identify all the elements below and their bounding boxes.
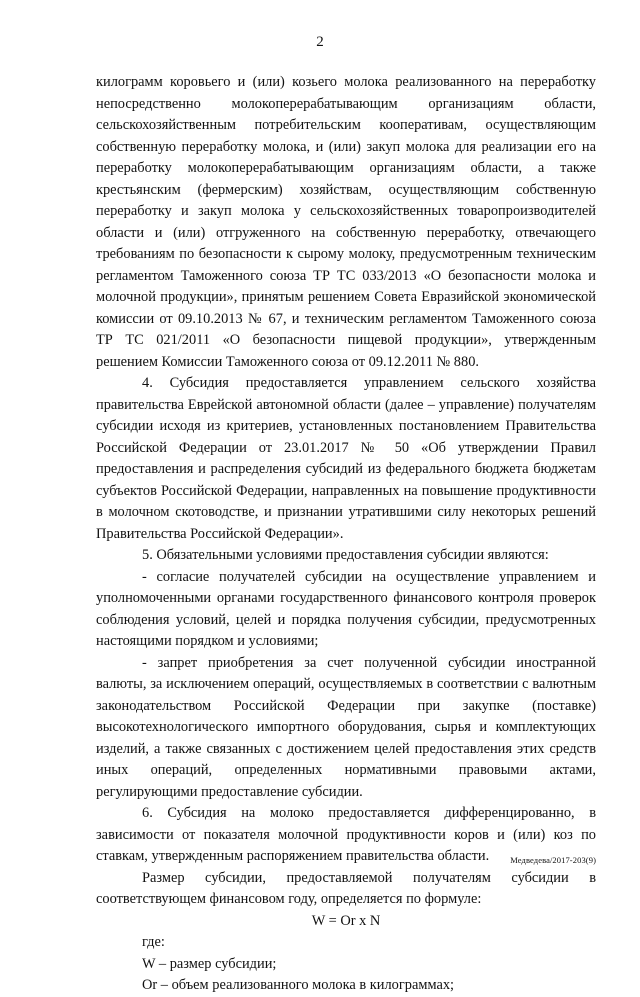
paragraph-item-5: 5. Обязательными условиями предоставления субсидии являются: <box>142 547 549 563</box>
paragraph-item-6: 6. Субсидия на молоко предоставляется дифференцированно, в зависимости от показателя молочной продуктивности коров и (или) коз по ставкам, утвержденным распоряжением правительства области. <box>96 805 596 864</box>
paragraph-condition-2: - запрет приобретения за счет полученной субсидии иностранной валюты, за исключением операций, осуществляемых в соответствии с валютным законодательством Российской Федерации при закупке (поставке) высокотехнологического импортного оборудования, сырья и комплектующих изделий, а также связанных с достижением целей предоставления этих средств иных операций, определенных нормативными правовыми актами, регулирующими предоставление субсидии. <box>96 654 596 800</box>
definition-w: W – размер субсидии; <box>142 955 277 972</box>
paragraph-condition-1: - согласие получателей субсидии на осуществление управлением и уполномоченными органами государственного финансового контроля проверок соблюдения условий, целей и порядка получения субсидии, предусмотренных настоящими порядком и условиями; <box>96 568 596 649</box>
page-number: 2 <box>316 34 324 50</box>
document-code: Медведева/2017-203(9) <box>510 855 596 865</box>
paragraph-item-4: 4. Субсидия предоставляется управлением сельского хозяйства правительства Еврейской автономной области (далее – управление) получателям субсидии исходя из критериев, установленных постановлением Правительства Российской Федерации от 23.01.2017 № 50 «Об утверждении Правил предоставления и распределения субсидий из федерального бюджета бюджетам субъектов Российской Федерации, направленных на повышение продуктивности в молочном скотоводстве, и признании утратившими силу некоторых решений Правительства Российской Федерации». <box>96 375 596 542</box>
definition-or: Or – объем реализованного молока в килограммах; <box>142 977 455 993</box>
where-label: где: <box>142 934 165 950</box>
formula: W = Or x N <box>311 912 381 929</box>
paragraph-continuation: килограмм коровьего и (или) козьего молока реализованного на переработку непосредственно молокоперерабатывающим организациям области, сельскохозяйственным потребительским кооперативам, осуществляющим собственную переработку молока, и (или) закуп молока для реализации его на переработку молокоперерабатывающим организациям области, а также крестьянским (фермерским) хозяйствам, осуществляющим собственную переработку и закуп молока у сельскохозяйственных товаропроизводителей области и (или) отгруженного на собственную переработку, отвечающего требованиям по безопасности к сырому молоку, предусмотренным техническим регламентом Таможенного союза ТР ТС 033/2013 «О безопасности молока и молочной продукции», принятым решением Совета Евразийской экономической комиссии от 09.10.2013 № 67, и техническим регламентом Таможенного союза ТР ТС 021/2011 «О безопасности пищевой продукции», утвержденным решением Комиссии Таможенного союза от 09.12.2011 № 880. <box>96 74 596 370</box>
paragraph-subsidy-size: Размер субсидии, предоставляемой получателям субсидии в соответствующем финансовом году, определяется по формуле: <box>96 869 596 907</box>
